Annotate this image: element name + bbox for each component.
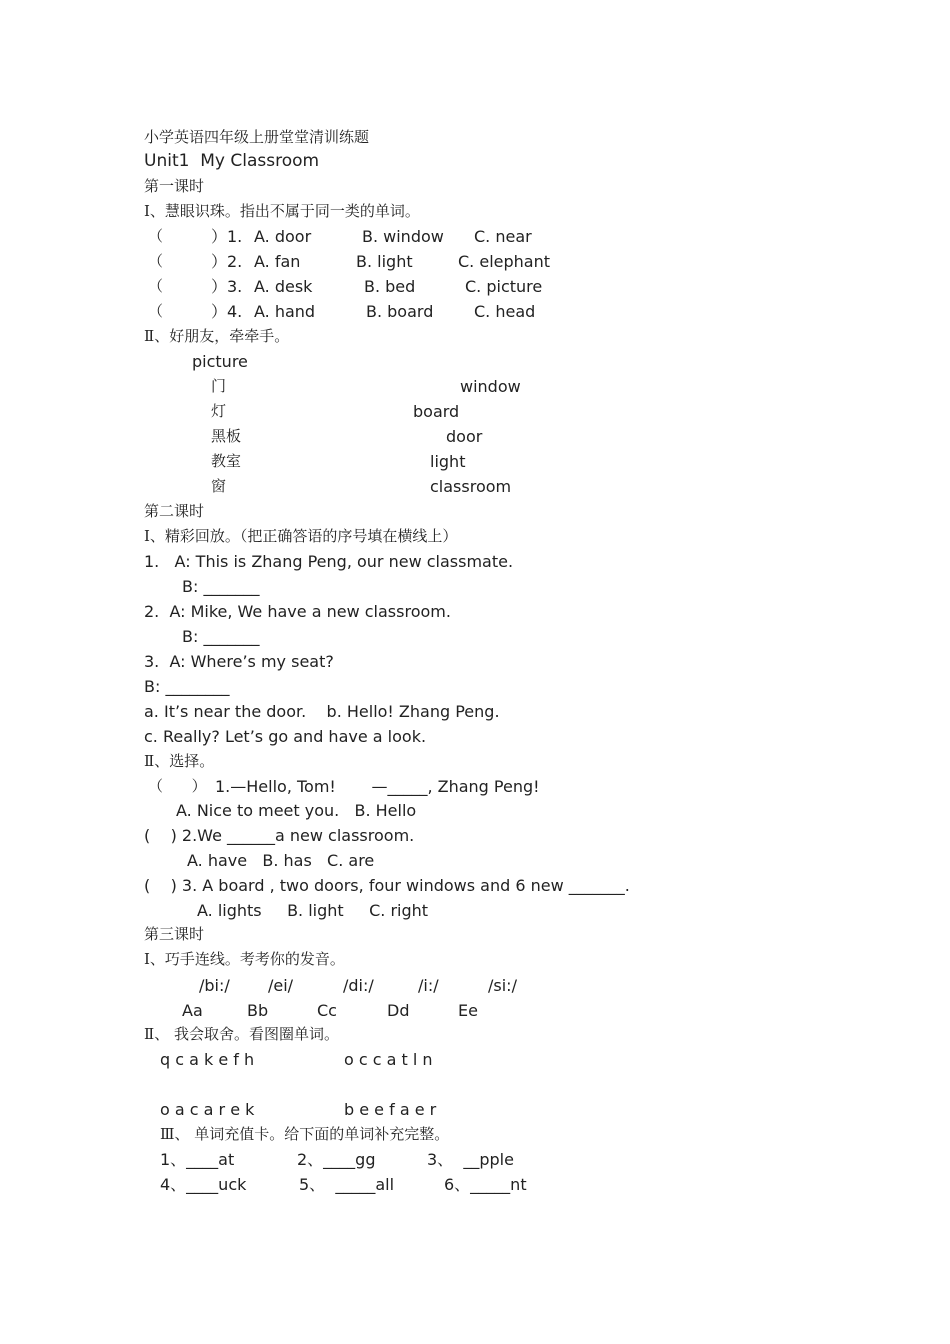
lesson3-heading: 第三课时 <box>144 925 205 943</box>
letter-grid: o a c a r e k <box>160 1100 255 1119</box>
lesson2-heading: 第二课时 <box>144 502 205 520</box>
match-left-item: 门 <box>211 377 227 395</box>
choice-options: A. have B. has C. are <box>187 851 375 870</box>
option-a: A. door <box>254 227 312 246</box>
lesson2-part2-title: Ⅱ、选择。 <box>144 752 215 770</box>
phonetic-sound: /di:/ <box>343 976 374 995</box>
lesson1-part2-title: Ⅱ、好朋友，牵牵手。 <box>144 327 290 345</box>
dialog-line: 2. A: Mike, We have a new classroom. <box>144 602 451 621</box>
lesson3-part2-title: Ⅱ、 我会取舍。看图圈单词。 <box>144 1025 339 1043</box>
match-right-item: board <box>413 402 460 421</box>
answer-bracket: （ ） <box>148 777 207 795</box>
phonetic-sound: /i:/ <box>418 976 439 995</box>
dialog-answer-blank: B: ________ <box>144 677 230 696</box>
match-right-item: door <box>446 427 483 446</box>
letter-pair: Dd <box>387 1001 410 1020</box>
fill-blank-word: 1、____at <box>160 1150 235 1169</box>
open-bracket: （ <box>148 302 164 320</box>
choice-question <box>0 774 700 799</box>
option-b: B. light <box>356 252 413 271</box>
phonetic-sound: /ei/ <box>268 976 294 995</box>
option-c: C. elephant <box>458 252 550 271</box>
fill-blank-word: 3、 __pple <box>427 1150 514 1169</box>
worksheet-title: 小学英语四年级上册堂堂清训练题 <box>144 128 370 146</box>
letter-grid-row <box>0 1047 700 1072</box>
match-right-item: classroom <box>430 477 512 496</box>
option-a: A. hand <box>254 302 316 321</box>
unit-title: Unit1 My Classroom <box>144 151 320 171</box>
option-b: B. window <box>362 227 444 246</box>
match-left-item: 黑板 <box>211 427 242 445</box>
option-b: B. board <box>366 302 434 321</box>
question-row <box>0 224 700 249</box>
sound-row <box>0 973 700 998</box>
option-c: C. head <box>474 302 536 321</box>
open-bracket: （ <box>148 277 164 295</box>
question-number: ）4. <box>211 302 243 321</box>
option-b: B. bed <box>364 277 416 296</box>
phonetic-sound: /bi:/ <box>199 976 230 995</box>
question-number: ）2. <box>211 252 243 271</box>
choice-options: A. Nice to meet you. B. Hello <box>176 801 417 820</box>
option-c: C. picture <box>465 277 543 296</box>
match-extra-word: picture <box>192 352 248 371</box>
option-a: A. fan <box>254 252 301 271</box>
choice-question: ( ) 3. A board , two doors, four windows and 6 new _______. <box>144 876 630 895</box>
dialog-line: 3. A: Where’s my seat? <box>144 652 334 671</box>
fill-blank-word: 2、____gg <box>297 1150 376 1169</box>
letter-grid: b e e f a e r <box>344 1100 437 1119</box>
letter-grid: q c a k e f h <box>160 1050 255 1069</box>
question-row <box>0 249 700 274</box>
dialog-answer-blank: B: _______ <box>182 577 260 596</box>
letter-grid: o c c a t l n <box>344 1050 433 1069</box>
question-row <box>0 274 700 299</box>
letter-grid-row <box>0 1097 700 1122</box>
match-left-item: 灯 <box>211 402 227 420</box>
match-right-item: light <box>430 452 466 471</box>
open-bracket: （ <box>148 252 164 270</box>
phonetic-sound: /si:/ <box>488 976 517 995</box>
dialog-line: 1. A: This is Zhang Peng, our new classmate. <box>144 552 514 571</box>
open-bracket: （ <box>148 227 164 245</box>
fill-row <box>0 1172 700 1197</box>
letter-pair: Ee <box>458 1001 478 1020</box>
fill-blank-word: 4、____uck <box>160 1175 247 1194</box>
dialog-answer-blank: B: _______ <box>182 627 260 646</box>
question-number: ）3. <box>211 277 243 296</box>
question-number: ）1. <box>211 227 243 246</box>
answer-options: a. It’s near the door. b. Hello! Zhang Peng. <box>144 702 500 721</box>
choice-question: ( ) 2.We ______a new classroom. <box>144 826 415 845</box>
fill-blank-word: 5、 _____all <box>299 1175 395 1194</box>
letter-pair: Aa <box>182 1001 203 1020</box>
option-a: A. desk <box>254 277 313 296</box>
lesson2-part1-title: Ⅰ、精彩回放。（把正确答语的序号填在横线上） <box>144 527 458 545</box>
letter-row <box>0 998 700 1023</box>
question-text: 1.—Hello, Tom! —_____, Zhang Peng! <box>215 777 540 796</box>
match-right-item: window <box>460 377 521 396</box>
answer-options: c. Really? Let’s go and have a look. <box>144 727 427 746</box>
question-row <box>0 299 700 324</box>
lesson1-part1-title: Ⅰ、慧眼识珠。指出不属于同一类的单词。 <box>144 202 420 220</box>
choice-options: A. lights B. light C. right <box>197 901 429 920</box>
lesson3-part3-title: Ⅲ、 单词充值卡。给下面的单词补充完整。 <box>160 1125 450 1143</box>
letter-pair: Bb <box>247 1001 269 1020</box>
option-c: C. near <box>474 227 532 246</box>
fill-row <box>0 1147 700 1172</box>
lesson3-part1-title: Ⅰ、巧手连线。考考你的发音。 <box>144 950 345 968</box>
lesson1-heading: 第一课时 <box>144 177 205 195</box>
match-left-item: 窗 <box>211 477 227 495</box>
match-left-item: 教室 <box>211 452 242 470</box>
letter-pair: Cc <box>317 1001 337 1020</box>
fill-blank-word: 6、_____nt <box>444 1175 527 1194</box>
